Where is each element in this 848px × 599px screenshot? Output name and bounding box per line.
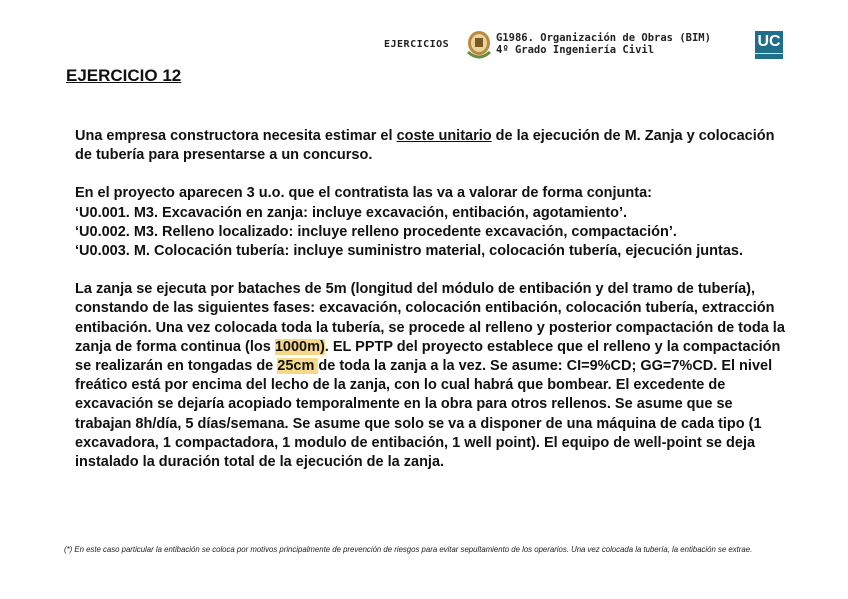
intro-text-start: Una empresa constructora necesita estimar el xyxy=(75,128,397,144)
uc-logo-underline xyxy=(755,53,783,57)
uc-logo xyxy=(755,31,783,59)
underlined-term: coste unitario xyxy=(396,128,492,144)
highlight-layer-thickness: 25cm xyxy=(277,358,319,375)
paragraph-intro xyxy=(75,127,785,165)
course-degree: 4º Grado Ingeniería Civil xyxy=(496,44,655,56)
highlight-length: 1000m) xyxy=(274,338,325,355)
course-code-name: G1986. Organización de Obras (BIM) xyxy=(496,32,711,44)
exercise-title: EJERCICIO 12 xyxy=(66,66,182,85)
page-header xyxy=(0,28,848,64)
unit-item: ‘U0.003. M. Colocación tubería: incluye suministro material, colocación tubería, ejecución juntas. xyxy=(75,243,743,260)
unit-item: ‘U0.002. M3. Relleno localizado: incluye relleno procedente excavación, compactación’. xyxy=(75,223,677,240)
footnote: (*) En este caso particular la entibación se coloca por motivos principalmente de prevención de riesgos para evitar sepultamiento de los operarios. Una vez colocada la tubería, la entibación se extrae. xyxy=(64,545,753,554)
section-label: EJERCICIOS xyxy=(384,39,450,50)
intro-text-end: de la ejecución de M. Zanja y colocación de tubería para presentarse a un concurso. xyxy=(75,128,775,164)
university-emblem-icon xyxy=(466,28,492,62)
exercise-statement xyxy=(75,127,785,491)
uc-logo-text: UC xyxy=(757,33,781,50)
paragraph-conditions xyxy=(75,280,785,472)
course-title xyxy=(496,32,711,56)
conditions-text: La zanja se ejecuta por bataches de 5m (longitud del módulo de entibación y del tramo de tubería), constando de las siguientes fases: excavación, colocación entibación, colocación tubería, extracción entibación. Una vez colocada toda la tubería, se procede al relleno y posterior compactación de toda la zanja de forma continua (los xyxy=(75,281,785,355)
conditions-text: . EL PPTP del proyecto establece que el relleno y la compactación se realizarán en tongadas de xyxy=(75,338,781,375)
paragraph-units xyxy=(75,184,785,261)
unit-item: ‘U0.001. M3. Excavación en zanja: incluye excavación, entibación, agotamiento’. xyxy=(75,204,628,221)
conditions-text: de toda la zanja a la vez. Se asume: CI=9%CD; GG=7%CD. El nivel freático está por encima del lecho de la zanja, con lo cual habrá que bombear. El excedente de excavación se dejaría acopiado temporalmente en la obra para otros rellenos. Se asume que se trabajan 8h/día, 5 días/semana. Se asume que solo se va a disponer de una máquina de cada tipo (1 excavadora, 1 compactadora, 1 modulo de entibación, 1 well point). El equipo de well-point se deja instalado la duración total de la ejecución de la zanja. xyxy=(75,358,773,471)
units-intro: En el proyecto aparecen 3 u.o. que el contratista las va a valorar de forma conjunta: xyxy=(75,185,652,202)
